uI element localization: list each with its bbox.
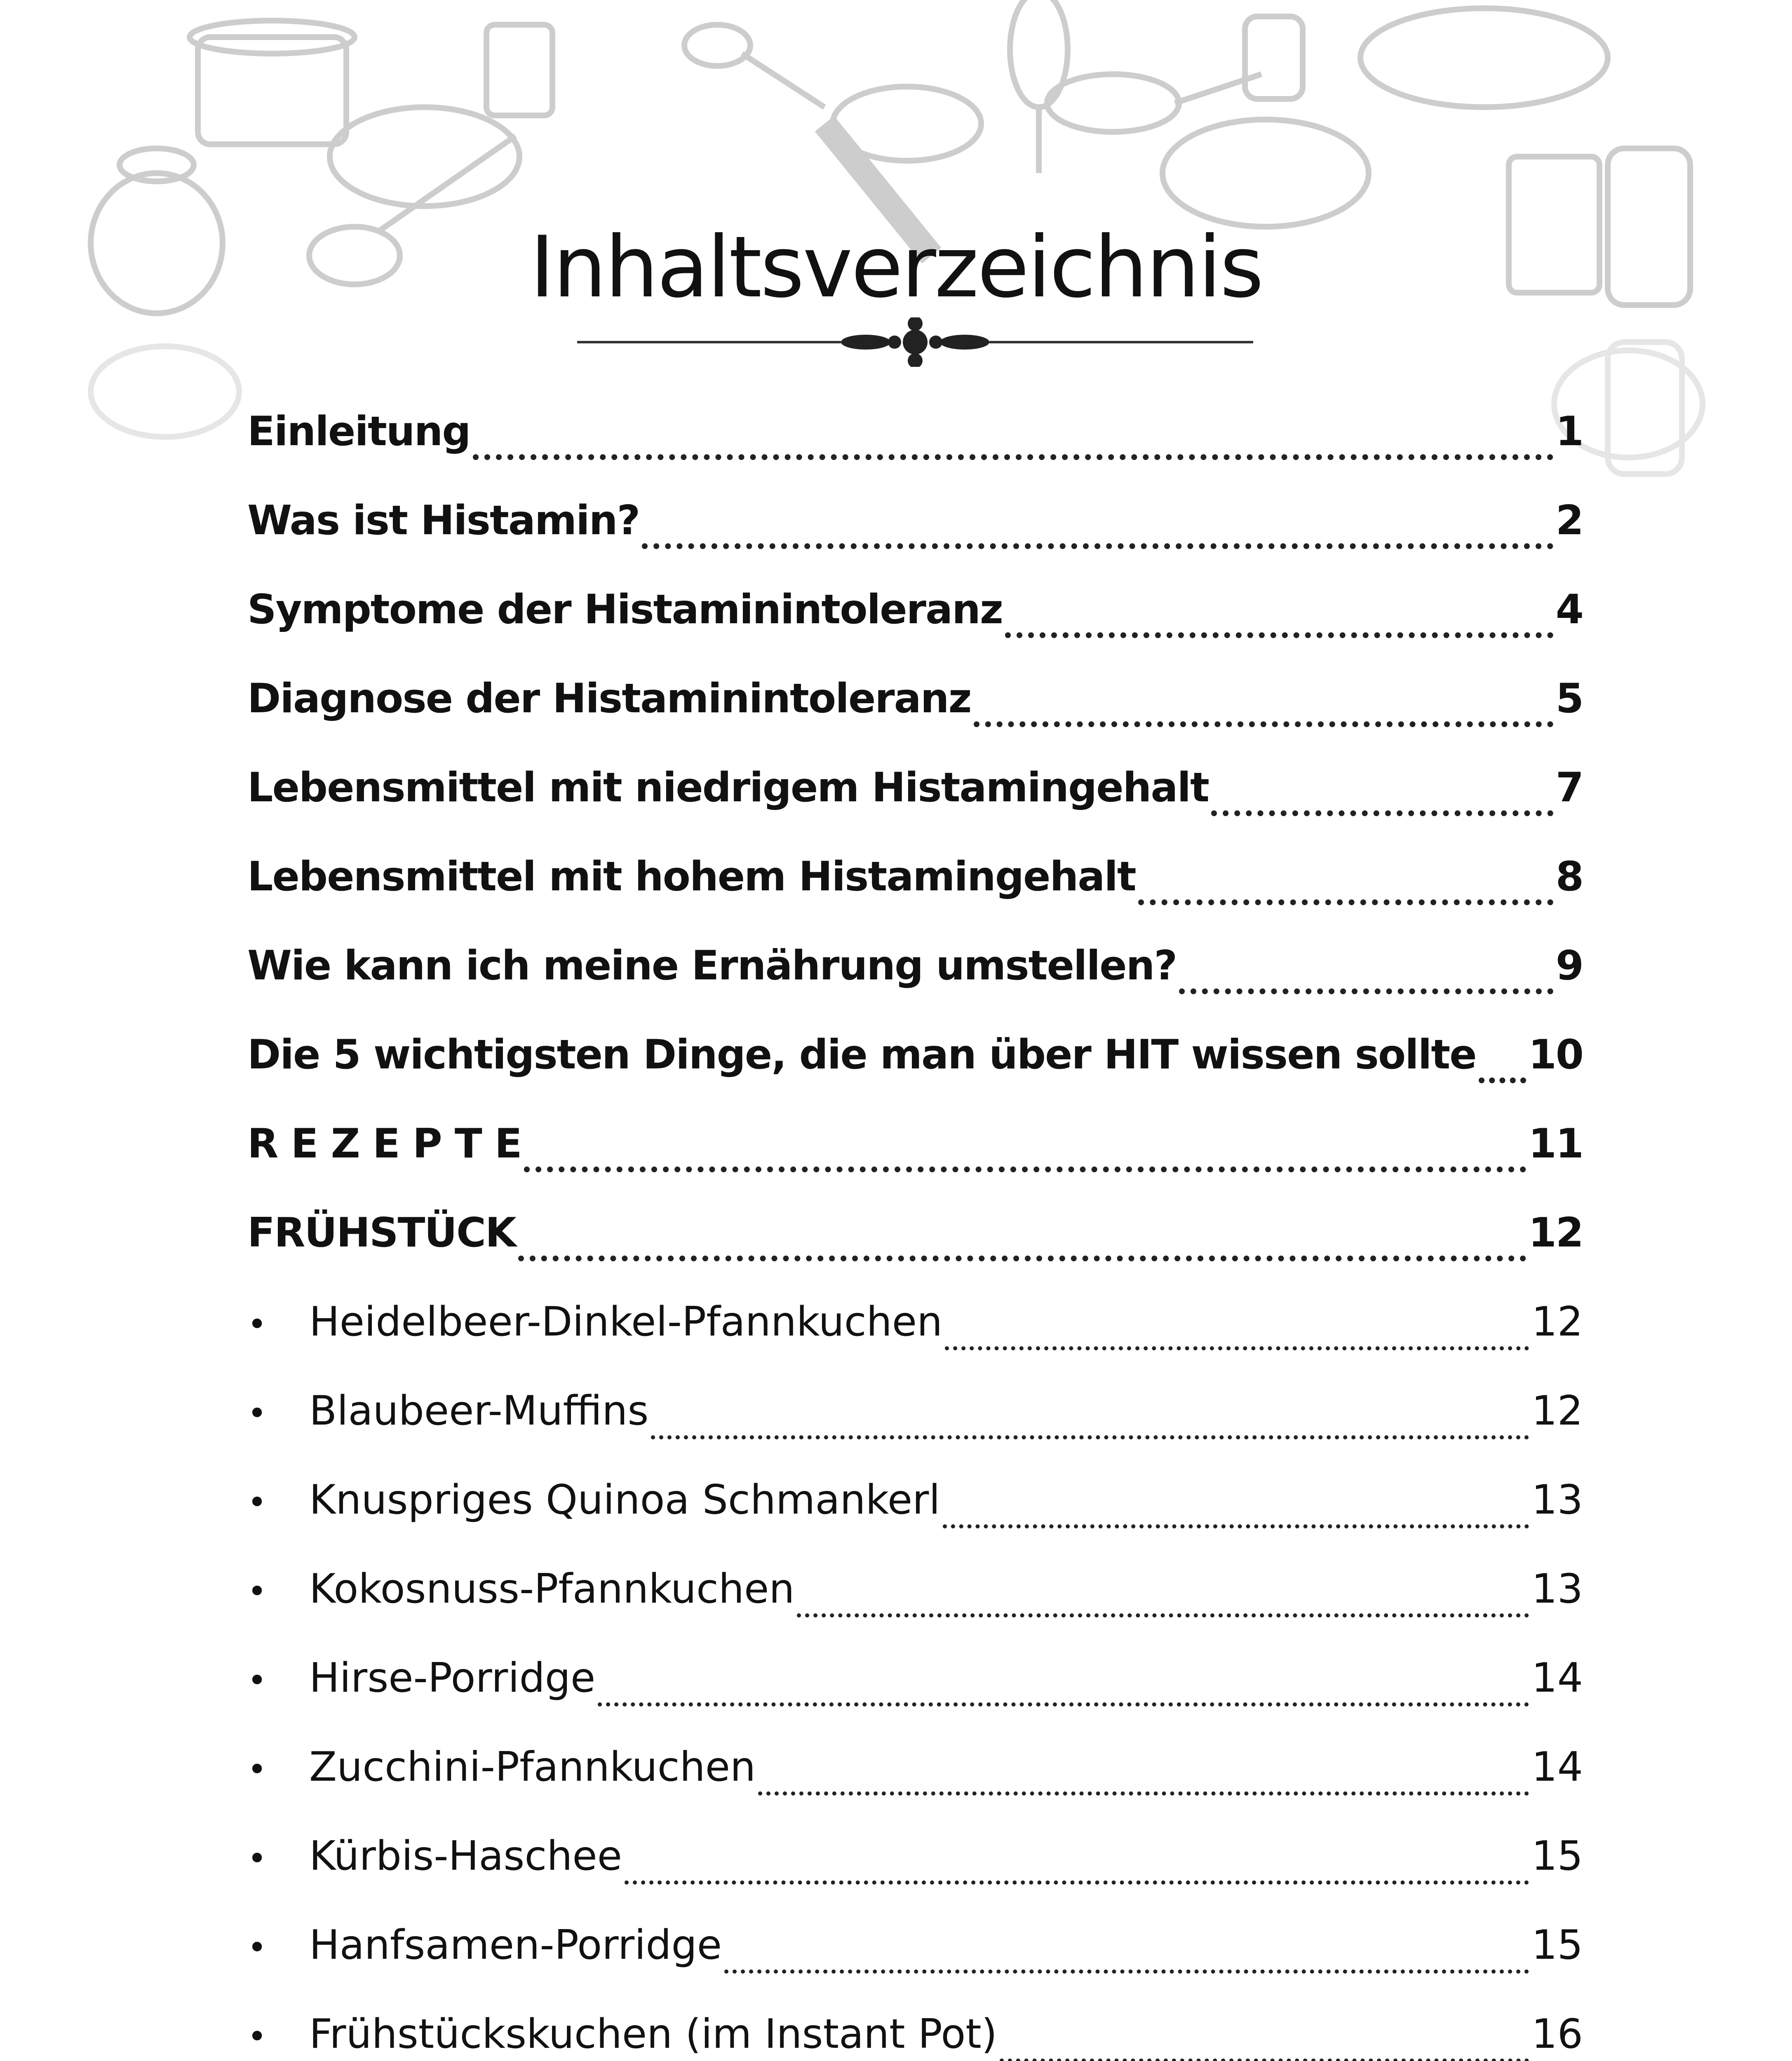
toc-subentry[interactable]: [247, 1744, 1583, 1805]
toc-entry-label: Zucchini-Pfannkuchen: [309, 1744, 756, 1791]
toc-entry-label: Kokosnuss-Pfannkuchen: [309, 1566, 795, 1613]
toc-page-number: 16: [1531, 2011, 1583, 2058]
toc-entry[interactable]: [247, 1031, 1583, 1093]
toc-entry[interactable]: [247, 1209, 1583, 1271]
toc-entry[interactable]: [247, 675, 1583, 737]
dot-leader: [524, 1167, 1526, 1172]
dot-leader: [945, 1346, 1529, 1350]
table-of-contents: [247, 0, 1583, 2061]
toc-subentry[interactable]: [247, 1298, 1583, 1360]
toc-entry-label: Knuspriges Quinoa Schmankerl: [309, 1477, 940, 1523]
toc-entry[interactable]: [247, 764, 1583, 826]
toc-subentry[interactable]: [247, 2011, 1583, 2061]
toc-page-number: 13: [1531, 1566, 1583, 1613]
toc-page-number: 4: [1555, 586, 1583, 633]
toc-page-number: 8: [1555, 853, 1583, 900]
dot-leader: [758, 1791, 1529, 1796]
toc-entry[interactable]: [247, 942, 1583, 1004]
toc-entry-label: R E Z E P T E: [247, 1120, 521, 1167]
toc-entry-label: Einleitung: [247, 408, 470, 455]
bullet-icon: •: [247, 1394, 267, 1432]
toc-entry-label: Wie kann ich meine Ernährung umstellen?: [247, 942, 1177, 989]
toc-subentry[interactable]: [247, 1922, 1583, 1984]
toc-page-number: 12: [1528, 1209, 1583, 1256]
toc-entry[interactable]: [247, 853, 1583, 915]
toc-subentry[interactable]: [247, 1387, 1583, 1449]
toc-subentry[interactable]: [247, 1566, 1583, 1627]
toc-entry[interactable]: [247, 586, 1583, 648]
toc-page-number: 13: [1531, 1477, 1583, 1523]
toc-page-number: 14: [1531, 1655, 1583, 1702]
dot-leader: [651, 1435, 1529, 1439]
page-title: Inhaltsverzeichnis: [530, 218, 1262, 317]
toc-entry-label: FRÜHSTÜCK: [247, 1209, 516, 1256]
dot-leader: [518, 1256, 1526, 1261]
bullet-icon: •: [247, 1661, 267, 1700]
toc-entry-label: Blaubeer-Muffins: [309, 1387, 649, 1434]
toc-entry-label: Lebensmittel mit niedrigem Histamingehalt: [247, 764, 1209, 811]
toc-entry-label: Hirse-Porridge: [309, 1655, 596, 1702]
toc-subentry[interactable]: [247, 1477, 1583, 1538]
dot-leader: [625, 1880, 1529, 1885]
toc-entry[interactable]: [247, 497, 1583, 559]
dot-leader: [598, 1702, 1529, 1707]
toc-entry-label: Die 5 wichtigsten Dinge, die man über HIT wissen sollte: [247, 1031, 1476, 1078]
bullet-icon: •: [247, 1750, 267, 1789]
bullet-icon: •: [247, 1839, 267, 1878]
toc-page-number: 12: [1531, 1298, 1583, 1345]
bullet-icon: •: [247, 1483, 267, 1521]
toc-entry[interactable]: [247, 408, 1583, 470]
dot-leader: [797, 1613, 1529, 1617]
toc-entry-label: Symptome der Histaminintoleranz: [247, 586, 1003, 633]
toc-entry[interactable]: [247, 1120, 1583, 1182]
dot-leader: [1138, 899, 1553, 905]
bullet-icon: •: [247, 1572, 267, 1610]
toc-subentry[interactable]: [247, 1833, 1583, 1894]
dot-leader: [473, 454, 1553, 460]
toc-page-number: 15: [1531, 1833, 1583, 1880]
dot-leader: [1479, 1077, 1526, 1083]
toc-page-number: 15: [1531, 1922, 1583, 1969]
toc-entry-label: Frühstückskuchen (im Instant Pot): [309, 2011, 997, 2058]
toc-page-number: 5: [1555, 675, 1583, 722]
toc-entry-label: Kürbis-Haschee: [309, 1833, 622, 1880]
bullet-icon: •: [247, 1305, 267, 1343]
dot-leader: [724, 1969, 1529, 1974]
toc-subentry[interactable]: [247, 1655, 1583, 1716]
toc-entry-label: Lebensmittel mit hohem Histamingehalt: [247, 853, 1136, 900]
bullet-icon: •: [247, 1928, 267, 1967]
dot-leader: [642, 543, 1553, 549]
dot-leader: [1000, 2059, 1529, 2061]
toc-page-number: 7: [1555, 764, 1583, 811]
dot-leader: [974, 721, 1553, 727]
bullet-icon: •: [247, 2017, 267, 2056]
dot-leader: [943, 1524, 1529, 1528]
toc-entry-label: Heidelbeer-Dinkel-Pfannkuchen: [309, 1298, 943, 1345]
toc-page-number: 2: [1555, 497, 1583, 544]
toc-page-number: 11: [1528, 1120, 1583, 1167]
dot-leader: [1179, 988, 1553, 994]
toc-page-number: 10: [1528, 1031, 1583, 1078]
dot-leader: [1005, 632, 1553, 638]
toc-entry-label: Was ist Histamin?: [247, 497, 640, 544]
toc-page-number: 12: [1531, 1387, 1583, 1434]
toc-page-number: 9: [1555, 942, 1583, 989]
toc-page-number: 14: [1531, 1744, 1583, 1791]
toc-entry-label: Diagnose der Histaminintoleranz: [247, 675, 971, 722]
toc-page-number: 1: [1555, 408, 1583, 455]
dot-leader: [1211, 810, 1553, 816]
toc-entry-label: Hanfsamen-Porridge: [309, 1922, 722, 1969]
